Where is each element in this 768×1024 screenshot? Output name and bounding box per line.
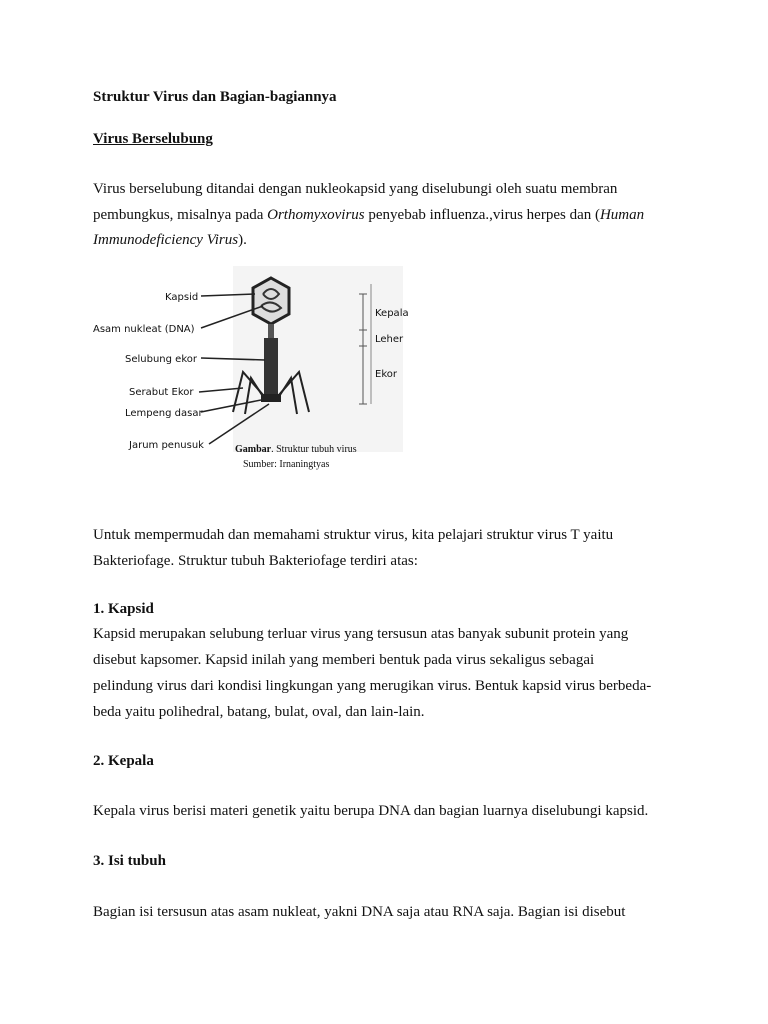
kapsid-line-2: disebut kapsomer. Kapsid inilah yang memberi bentuk pada virus sekaligus sebagai bbox=[93, 652, 595, 668]
label-kapsid: Kapsid bbox=[165, 292, 199, 303]
label-serabut-ekor: Serabut Ekor bbox=[129, 387, 194, 398]
section-heading: Virus Berselubung bbox=[93, 131, 213, 147]
intro-line-2-a: pembungkus, misalnya pada bbox=[93, 207, 268, 223]
intro-line-3-end: ). bbox=[238, 232, 247, 248]
label-jarum-penusuk: Jarum penusuk bbox=[129, 440, 204, 451]
figure-source: Sumber: Irnaningtyas bbox=[243, 459, 330, 470]
intro-line-2-b: penyebab influenza.,virus herpes dan ( bbox=[364, 207, 600, 223]
caption-bold: Gambar bbox=[235, 444, 272, 455]
tail-sheath-shape bbox=[264, 338, 278, 396]
caption-rest: . Struktur tubuh virus bbox=[271, 444, 357, 455]
label-lempeng-dasar: Lempeng dasar bbox=[125, 408, 203, 419]
label-ekor: Ekor bbox=[375, 369, 397, 380]
capsid-head-shape bbox=[253, 278, 289, 324]
isi-line-1: Bagian isi tersusun atas asam nukleat, yakni DNA saja atau RNA saja. Bagian isi disebut bbox=[93, 904, 626, 920]
kapsid-line-3: pelindung virus dari kondisi lingkungan yang merugikan virus. Bentuk kapsid virus berbeda- bbox=[93, 678, 652, 694]
intro-virus-name: Orthomyxovirus bbox=[267, 207, 365, 223]
document-title: Struktur Virus dan Bagian-bagiannya bbox=[93, 89, 337, 105]
isi-heading: 3. Isi tubuh bbox=[93, 853, 166, 869]
para2-line-1: Untuk mempermudah dan memahami struktur virus, kita pelajari struktur virus T yaitu bbox=[93, 527, 614, 543]
neck-shape bbox=[268, 324, 274, 338]
intro-hiv-start: Human bbox=[599, 207, 645, 223]
intro-line-2 bbox=[93, 206, 644, 224]
kepala-line-1: Kepala virus berisi materi genetik yaitu berupa DNA dan bagian luarnya diselubungi kapsid. bbox=[93, 803, 649, 819]
label-kepala: Kepala bbox=[375, 308, 409, 319]
label-leher: Leher bbox=[375, 334, 404, 345]
para2-line-2: Bakteriofage. Struktur tubuh Bakteriofage terdiri atas: bbox=[93, 553, 418, 569]
kapsid-line-1: Kapsid merupakan selubung terluar virus yang tersusun atas banyak subunit protein yang bbox=[93, 626, 629, 642]
kepala-heading: 2. Kepala bbox=[93, 753, 154, 769]
intro-line-1: Virus berselubung ditandai dengan nukleokapsid yang diselubungi oleh suatu membran bbox=[93, 181, 618, 197]
intro-hiv-end: Immunodeficiency Virus bbox=[93, 232, 239, 248]
label-selubung-ekor: Selubung ekor bbox=[125, 354, 197, 365]
figure-caption bbox=[235, 444, 357, 455]
kapsid-line-4: beda yaitu polihedral, batang, bulat, oval, dan lain-lain. bbox=[93, 704, 425, 720]
label-asam-nukleat: Asam nukleat (DNA) bbox=[93, 324, 195, 335]
bacteriophage-figure bbox=[93, 264, 413, 474]
kapsid-heading: 1. Kapsid bbox=[93, 601, 154, 617]
intro-line-3 bbox=[93, 231, 247, 249]
